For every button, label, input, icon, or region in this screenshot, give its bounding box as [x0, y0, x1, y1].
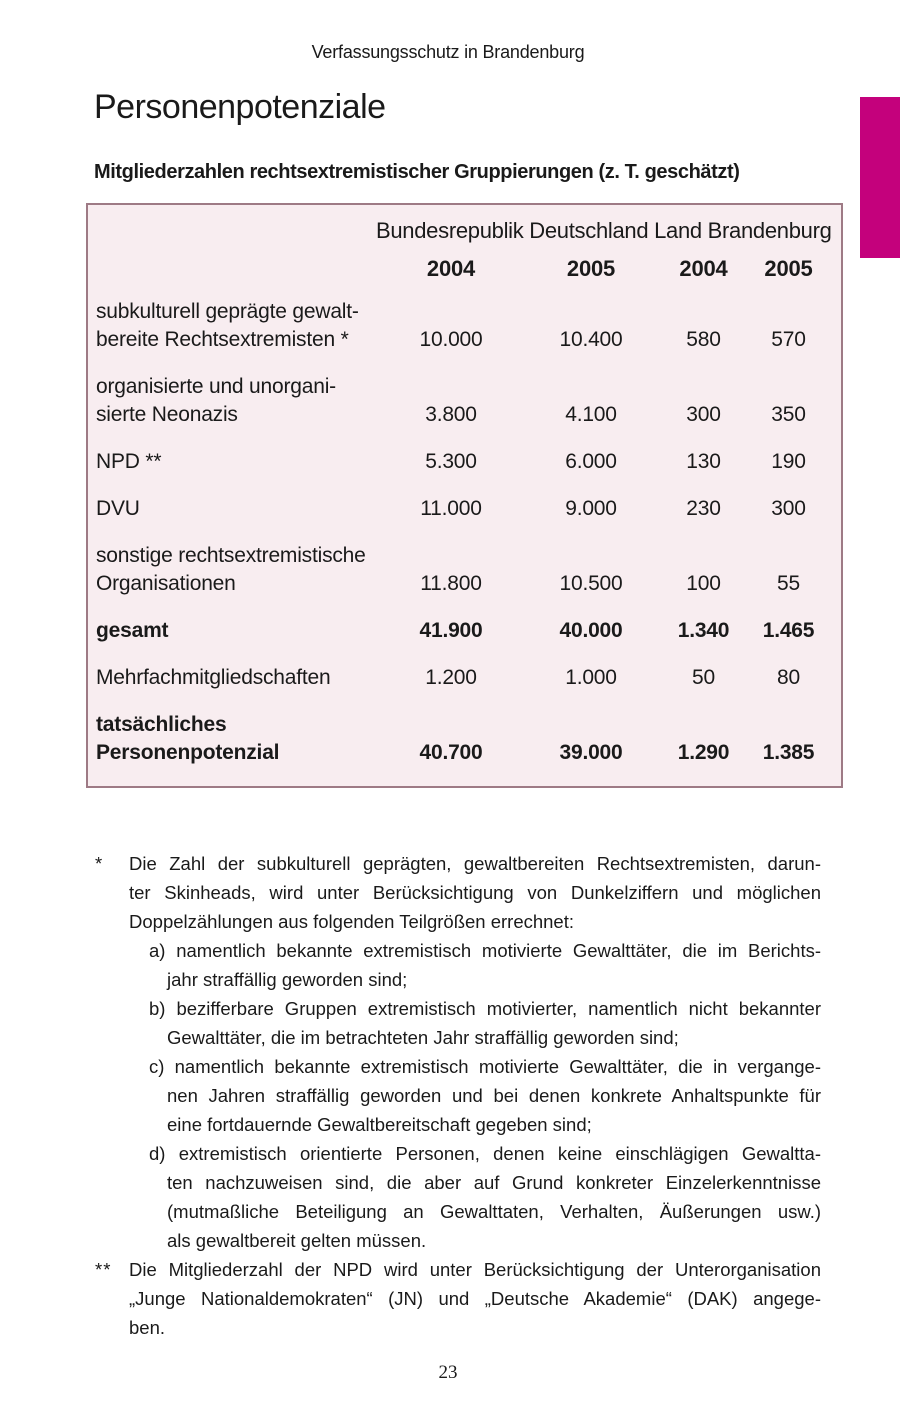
row-label-line: bereite Rechtsextremisten * — [96, 328, 349, 351]
row-label — [96, 617, 376, 645]
footnote-line: eine fortdauernde Gewaltbereitschaft gegeben sind; — [167, 1114, 592, 1135]
cell-value: 350 — [771, 403, 806, 426]
row-label-line: NPD ** — [96, 450, 162, 473]
footnote-star — [95, 849, 821, 1255]
cell-value: 11.800 — [420, 572, 482, 595]
col-group-bundesrepublik: Bundesrepublik Deutschland — [376, 218, 649, 243]
row-label-line: organisierte und unorgani- — [96, 375, 336, 398]
footnote-line: Doppelzählungen aus folgenden Teilgrößen errechnet: — [129, 911, 575, 932]
table-row — [96, 542, 833, 598]
cell-value: 230 — [686, 497, 721, 520]
table-row-total — [96, 711, 833, 767]
footnote-line: a) namentlich bekannte extremistisch motivierte Gewalttäter, die im Berichts- — [149, 940, 821, 961]
cell-value: 80 — [777, 666, 800, 689]
accent-bar — [860, 97, 900, 258]
footnote-marker: * — [95, 853, 104, 874]
cell-value: 100 — [686, 572, 721, 595]
cell-value: 10.500 — [559, 572, 623, 595]
table-row — [96, 664, 833, 692]
cell-value: 40.000 — [559, 619, 623, 642]
footnotes-section — [95, 849, 821, 1342]
cell-value: 1.465 — [762, 619, 815, 642]
cell-value: 55 — [777, 572, 800, 595]
table-caption: Mitgliederzahlen rechtsextremistischer Gruppierungen (z. T. geschätzt) — [94, 161, 740, 183]
row-label-line: Mehrfachmitgliedschaften — [96, 666, 331, 689]
row-label — [96, 542, 376, 598]
row-label-line: subkulturell geprägte gewalt- — [96, 300, 359, 323]
cell-value: 190 — [771, 450, 806, 473]
footnote-line: nen Jahren straffällig geworden und bei denen konkrete Anhaltspunkte für — [167, 1085, 821, 1106]
year-header: 2004 — [426, 256, 476, 281]
footnote-line: jahr straffällig geworden sind; — [167, 969, 408, 990]
row-label — [96, 373, 376, 429]
row-label — [96, 495, 376, 523]
cell-value: 580 — [686, 328, 721, 351]
cell-value: 3.800 — [425, 403, 477, 426]
cell-value: 41.900 — [419, 619, 483, 642]
footnote-line: Die Zahl der subkulturell geprägten, gewaltbereiten Rechtsextremisten, darun- — [129, 853, 821, 874]
cell-value: 11.000 — [420, 497, 482, 520]
cell-value: 1.200 — [425, 666, 477, 689]
cell-value: 570 — [771, 328, 806, 351]
table-row — [96, 298, 833, 354]
table-row — [96, 448, 833, 476]
membership-table — [86, 203, 843, 788]
footnote-line: Gewalttäter, die im betrachteten Jahr straffällig geworden sind; — [167, 1027, 679, 1048]
footnote-line: Die Mitgliederzahl der NPD wird unter Berücksichtigung der Unterorganisation — [129, 1259, 821, 1280]
footnote-body — [129, 849, 821, 1255]
row-label-line: DVU — [96, 497, 140, 520]
footnote-line: „Junge Nationaldemokraten“ (JN) und „Deutsche Akademie“ (DAK) angege- — [129, 1288, 821, 1309]
row-label-line: Personenpotenzial — [96, 741, 280, 764]
footnote-marker: ** — [95, 1259, 112, 1280]
footnote-line: (mutmaßliche Beteiligung an Gewalttaten, Verhalten, Äußerungen usw.) — [167, 1201, 821, 1222]
table-row — [96, 373, 833, 429]
row-label-line: Organisationen — [96, 572, 236, 595]
cell-value: 40.700 — [419, 741, 483, 764]
row-label-line: gesamt — [96, 619, 169, 642]
year-header-row — [96, 255, 833, 283]
cell-value: 1.290 — [677, 741, 730, 764]
cell-value: 10.000 — [419, 328, 483, 351]
year-header: 2005 — [764, 256, 813, 281]
footnote-line: b) bezifferbare Gruppen extremistisch motivierter, namentlich nicht bekannter — [149, 998, 821, 1019]
year-header: 2005 — [566, 256, 616, 281]
cell-value: 300 — [771, 497, 806, 520]
row-label — [96, 711, 376, 767]
footnote-line: als gewaltbereit gelten müssen. — [167, 1230, 427, 1251]
footnote-line: ten nachzuweisen sind, die aber auf Grund konkreter Einzelerkenntnisse — [167, 1172, 821, 1193]
cell-value: 5.300 — [425, 450, 477, 473]
row-label-line: sonstige rechtsextremistische — [96, 544, 366, 567]
footnote-double-star — [95, 1255, 821, 1342]
cell-value: 9.000 — [565, 497, 617, 520]
cell-value: 39.000 — [559, 741, 623, 764]
row-label — [96, 664, 376, 692]
footnote-line: ben. — [129, 1317, 166, 1338]
column-group-header — [376, 217, 833, 245]
cell-value: 10.400 — [559, 328, 623, 351]
row-label-line: sierte Neonazis — [96, 403, 238, 426]
row-label — [96, 298, 376, 354]
col-group-brandenburg: Land Brandenburg — [654, 218, 832, 243]
page-number: 23 — [438, 1362, 458, 1383]
cell-value: 6.000 — [565, 450, 617, 473]
cell-value: 300 — [686, 403, 721, 426]
footnote-line: d) extremistisch orientierte Personen, denen keine einschlägigen Gewaltta- — [149, 1143, 821, 1164]
cell-value: 130 — [686, 450, 721, 473]
table-row — [96, 495, 833, 523]
year-header: 2004 — [679, 256, 728, 281]
cell-value: 1.340 — [677, 619, 730, 642]
cell-value: 1.385 — [762, 741, 815, 764]
running-header: Verfassungsschutz in Brandenburg — [311, 42, 585, 62]
cell-value: 1.000 — [565, 666, 617, 689]
cell-value: 4.100 — [565, 403, 617, 426]
footnote-line: c) namentlich bekannte extremistisch motivierte Gewalttäter, die in vergange- — [149, 1056, 821, 1077]
footnote-line: ter Skinheads, wird unter Berücksichtigung von Dunkelziffern und möglichen — [129, 882, 821, 903]
page-title: Personenpotenziale — [94, 88, 386, 126]
row-label-line: tatsächliches — [96, 713, 227, 736]
footnote-body — [129, 1255, 821, 1342]
row-label — [96, 448, 376, 476]
table-row-total — [96, 617, 833, 645]
cell-value: 50 — [692, 666, 715, 689]
